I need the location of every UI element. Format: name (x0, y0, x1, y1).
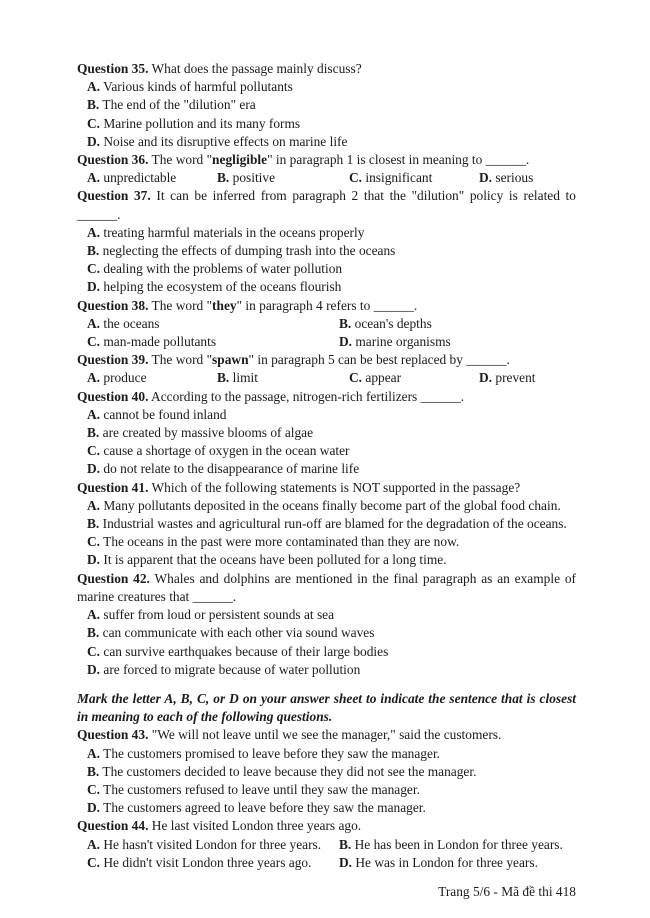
option-letter: D. (87, 552, 101, 568)
question-35 (77, 60, 576, 151)
option-c: C. The customers refused to leave until they saw the manager. (87, 781, 420, 797)
option-letter: D. (87, 800, 101, 816)
option-b: B. limit (217, 370, 258, 386)
question-stem (77, 351, 576, 369)
question-number-label: Question 43. (77, 727, 149, 743)
question-40 (77, 388, 576, 479)
question-38 (77, 297, 576, 352)
option-b: B. The customers decided to leave because they did not see the manager. (87, 763, 477, 779)
option-a: A. produce (87, 370, 147, 386)
question-42 (77, 570, 576, 679)
option-b: B. neglecting the effects of dumping trash into the oceans (87, 243, 396, 259)
option-letter: C. (87, 854, 101, 870)
option-b: B. He has been in London for three years. (339, 836, 563, 852)
option-letter: B. (87, 97, 100, 113)
option-c: C. Marine pollution and its many forms (87, 115, 301, 131)
question-number-label: Question 41. (77, 479, 149, 495)
option-letter: B. (339, 315, 352, 331)
option-d: D. marine organisms (339, 334, 451, 350)
question-stem (77, 151, 576, 169)
option-c: C. cause a shortage of oxygen in the ocean water (87, 443, 350, 459)
question-stem (77, 479, 576, 497)
question-stem (77, 60, 576, 78)
option-letter: A. (87, 406, 101, 422)
question-list-reading (77, 60, 576, 679)
option-letter: B. (339, 836, 352, 852)
question-number-label: Question 42. (77, 570, 150, 586)
option-b: B. are created by massive blooms of algae (87, 425, 314, 441)
option-letter: A. (87, 315, 101, 331)
question-36 (77, 151, 576, 187)
question-number-label: Question 35. (77, 61, 149, 76)
stem-text: " in paragraph 1 is closest in meaning to ______. (267, 152, 530, 168)
question-stem (77, 187, 576, 223)
option-d: D. It is apparent that the oceans have been polluted for a long time. (87, 552, 447, 568)
option-a: A. unpredictable (87, 170, 177, 186)
option-letter: D. (87, 661, 101, 677)
option-letter: A. (87, 745, 101, 761)
question-list-sentence-meaning (77, 726, 576, 872)
option-c: C. appear (349, 370, 402, 386)
answer-options (87, 224, 576, 297)
option-a: A. He hasn't visited London for three years. (87, 836, 322, 852)
question-39 (77, 351, 576, 387)
option-letter: B. (87, 243, 100, 259)
option-letter: A. (87, 79, 101, 95)
option-c: C. man-made pollutants (87, 334, 217, 350)
option-letter: B. (87, 516, 100, 532)
option-a: A. The customers promised to leave before they saw the manager. (87, 745, 441, 761)
stem-text: Which of the following statements is NOT supported in the passage? (151, 479, 521, 495)
option-b: B. Industrial wastes and agricultural run-off are blamed for the degradation of the oceans. (87, 516, 567, 532)
option-c: C. He didn't visit London three years ago. (87, 854, 312, 870)
question-stem (77, 297, 576, 315)
question-number-label: Question 44. (77, 818, 149, 834)
question-number-label: Question 39. (77, 352, 149, 368)
question-41 (77, 479, 576, 570)
option-d: D. helping the ecosystem of the oceans flourish (87, 279, 342, 295)
stem-text: The word " (151, 297, 213, 313)
stem-text: The word " (151, 352, 213, 368)
question-number-label: Question 36. (77, 152, 149, 168)
option-letter: C. (87, 334, 101, 350)
option-c: C. The oceans in the past were more contaminated than they are now. (87, 534, 460, 550)
option-letter: D. (87, 279, 101, 295)
option-letter: B. (87, 763, 100, 779)
option-d: D. The customers agreed to leave before they saw the manager. (87, 800, 426, 816)
stem-text: " in paragraph 5 can be best replaced by ______. (248, 352, 510, 368)
stem-text: He last visited London three years ago. (151, 818, 362, 834)
option-letter: D. (87, 133, 101, 149)
question-number-label: Question 38. (77, 297, 149, 313)
question-stem (77, 817, 576, 835)
option-letter: D. (339, 854, 353, 870)
option-c: C. dealing with the problems of water pollution (87, 261, 343, 277)
option-letter: C. (349, 170, 363, 186)
option-letter: A. (87, 836, 101, 852)
stem-text: What does the passage mainly discuss? (151, 61, 362, 76)
question-44 (77, 817, 576, 872)
option-letter: C. (87, 115, 101, 131)
question-43 (77, 726, 576, 817)
answer-options (87, 606, 576, 679)
answer-options (87, 497, 576, 570)
answer-options (87, 406, 576, 479)
option-letter: C. (87, 643, 101, 659)
option-b: B. can communicate with each other via sound waves (87, 625, 375, 641)
option-d: D. do not relate to the disappearance of marine life (87, 461, 360, 477)
option-letter: B. (217, 370, 230, 386)
page-footer (77, 883, 576, 901)
stem-text: "We will not leave until we see the manager," said the customers. (151, 727, 502, 743)
answer-options (87, 315, 576, 351)
option-letter: D. (479, 370, 493, 386)
stem-text: It can be inferred from paragraph 2 that the "dilution" policy is related to ______. (77, 188, 576, 222)
question-stem (77, 388, 576, 406)
stem-text: " in paragraph 4 refers to ______. (236, 297, 418, 313)
stem-text: The word " (151, 152, 213, 168)
option-a: A. Many pollutants deposited in the oceans finally become part of the global food chain. (87, 497, 561, 513)
question-number-label: Question 37. (77, 188, 151, 204)
option-letter: B. (87, 425, 100, 441)
stem-keyword: they (212, 297, 237, 313)
option-letter: D. (339, 334, 353, 350)
option-b: B. ocean's depths (339, 315, 432, 331)
option-letter: C. (87, 443, 101, 459)
question-stem (77, 570, 576, 606)
option-letter: A. (87, 170, 101, 186)
option-d: D. serious (479, 170, 534, 186)
question-stem (77, 726, 576, 744)
option-letter: D. (87, 461, 101, 477)
answer-options (87, 836, 576, 872)
option-letter: C. (349, 370, 363, 386)
option-letter: A. (87, 370, 101, 386)
option-letter: C. (87, 261, 101, 277)
option-a: A. cannot be found inland (87, 406, 227, 422)
stem-keyword: spawn (212, 352, 249, 368)
option-b: B. The end of the "dilution" era (87, 97, 256, 113)
option-a: A. Various kinds of harmful pollutants (87, 79, 293, 95)
answer-options (87, 745, 576, 818)
option-letter: C. (87, 781, 101, 797)
option-a: A. suffer from loud or persistent sounds at sea (87, 607, 335, 623)
option-letter: A. (87, 497, 101, 513)
option-d: D. prevent (479, 370, 536, 386)
option-letter: A. (87, 224, 101, 240)
answer-options (87, 78, 576, 151)
option-c: C. can survive earthquakes because of their large bodies (87, 643, 389, 659)
stem-keyword: negligible (212, 152, 268, 168)
page-number-label: Trang 5/6 - Mã đề thi 418 (438, 883, 576, 899)
answer-options (87, 169, 576, 187)
option-letter: B. (87, 625, 100, 641)
section-instruction: Mark the letter A, B, C, or D on your answer sheet to indicate the sentence that is closest in meaning to each of the following questions. (77, 690, 576, 725)
option-d: D. He was in London for three years. (339, 854, 538, 870)
option-letter: D. (479, 170, 493, 186)
question-number-label: Question 40. (77, 388, 149, 404)
option-a: A. treating harmful materials in the oceans properly (87, 224, 365, 240)
option-d: D. Noise and its disruptive effects on marine life (87, 133, 348, 149)
question-37 (77, 187, 576, 296)
answer-options (87, 369, 576, 387)
option-d: D. are forced to migrate because of water pollution (87, 661, 361, 677)
option-letter: C. (87, 534, 101, 550)
option-a: A. the oceans (87, 315, 160, 331)
stem-text: According to the passage, nitrogen-rich fertilizers ______. (151, 388, 465, 404)
option-letter: A. (87, 607, 101, 623)
option-b: B. positive (217, 170, 276, 186)
stem-text: Whales and dolphins are mentioned in the final paragraph as an example of marine creatures that ______. (77, 570, 576, 604)
option-c: C. insignificant (349, 170, 433, 186)
option-letter: B. (217, 170, 230, 186)
